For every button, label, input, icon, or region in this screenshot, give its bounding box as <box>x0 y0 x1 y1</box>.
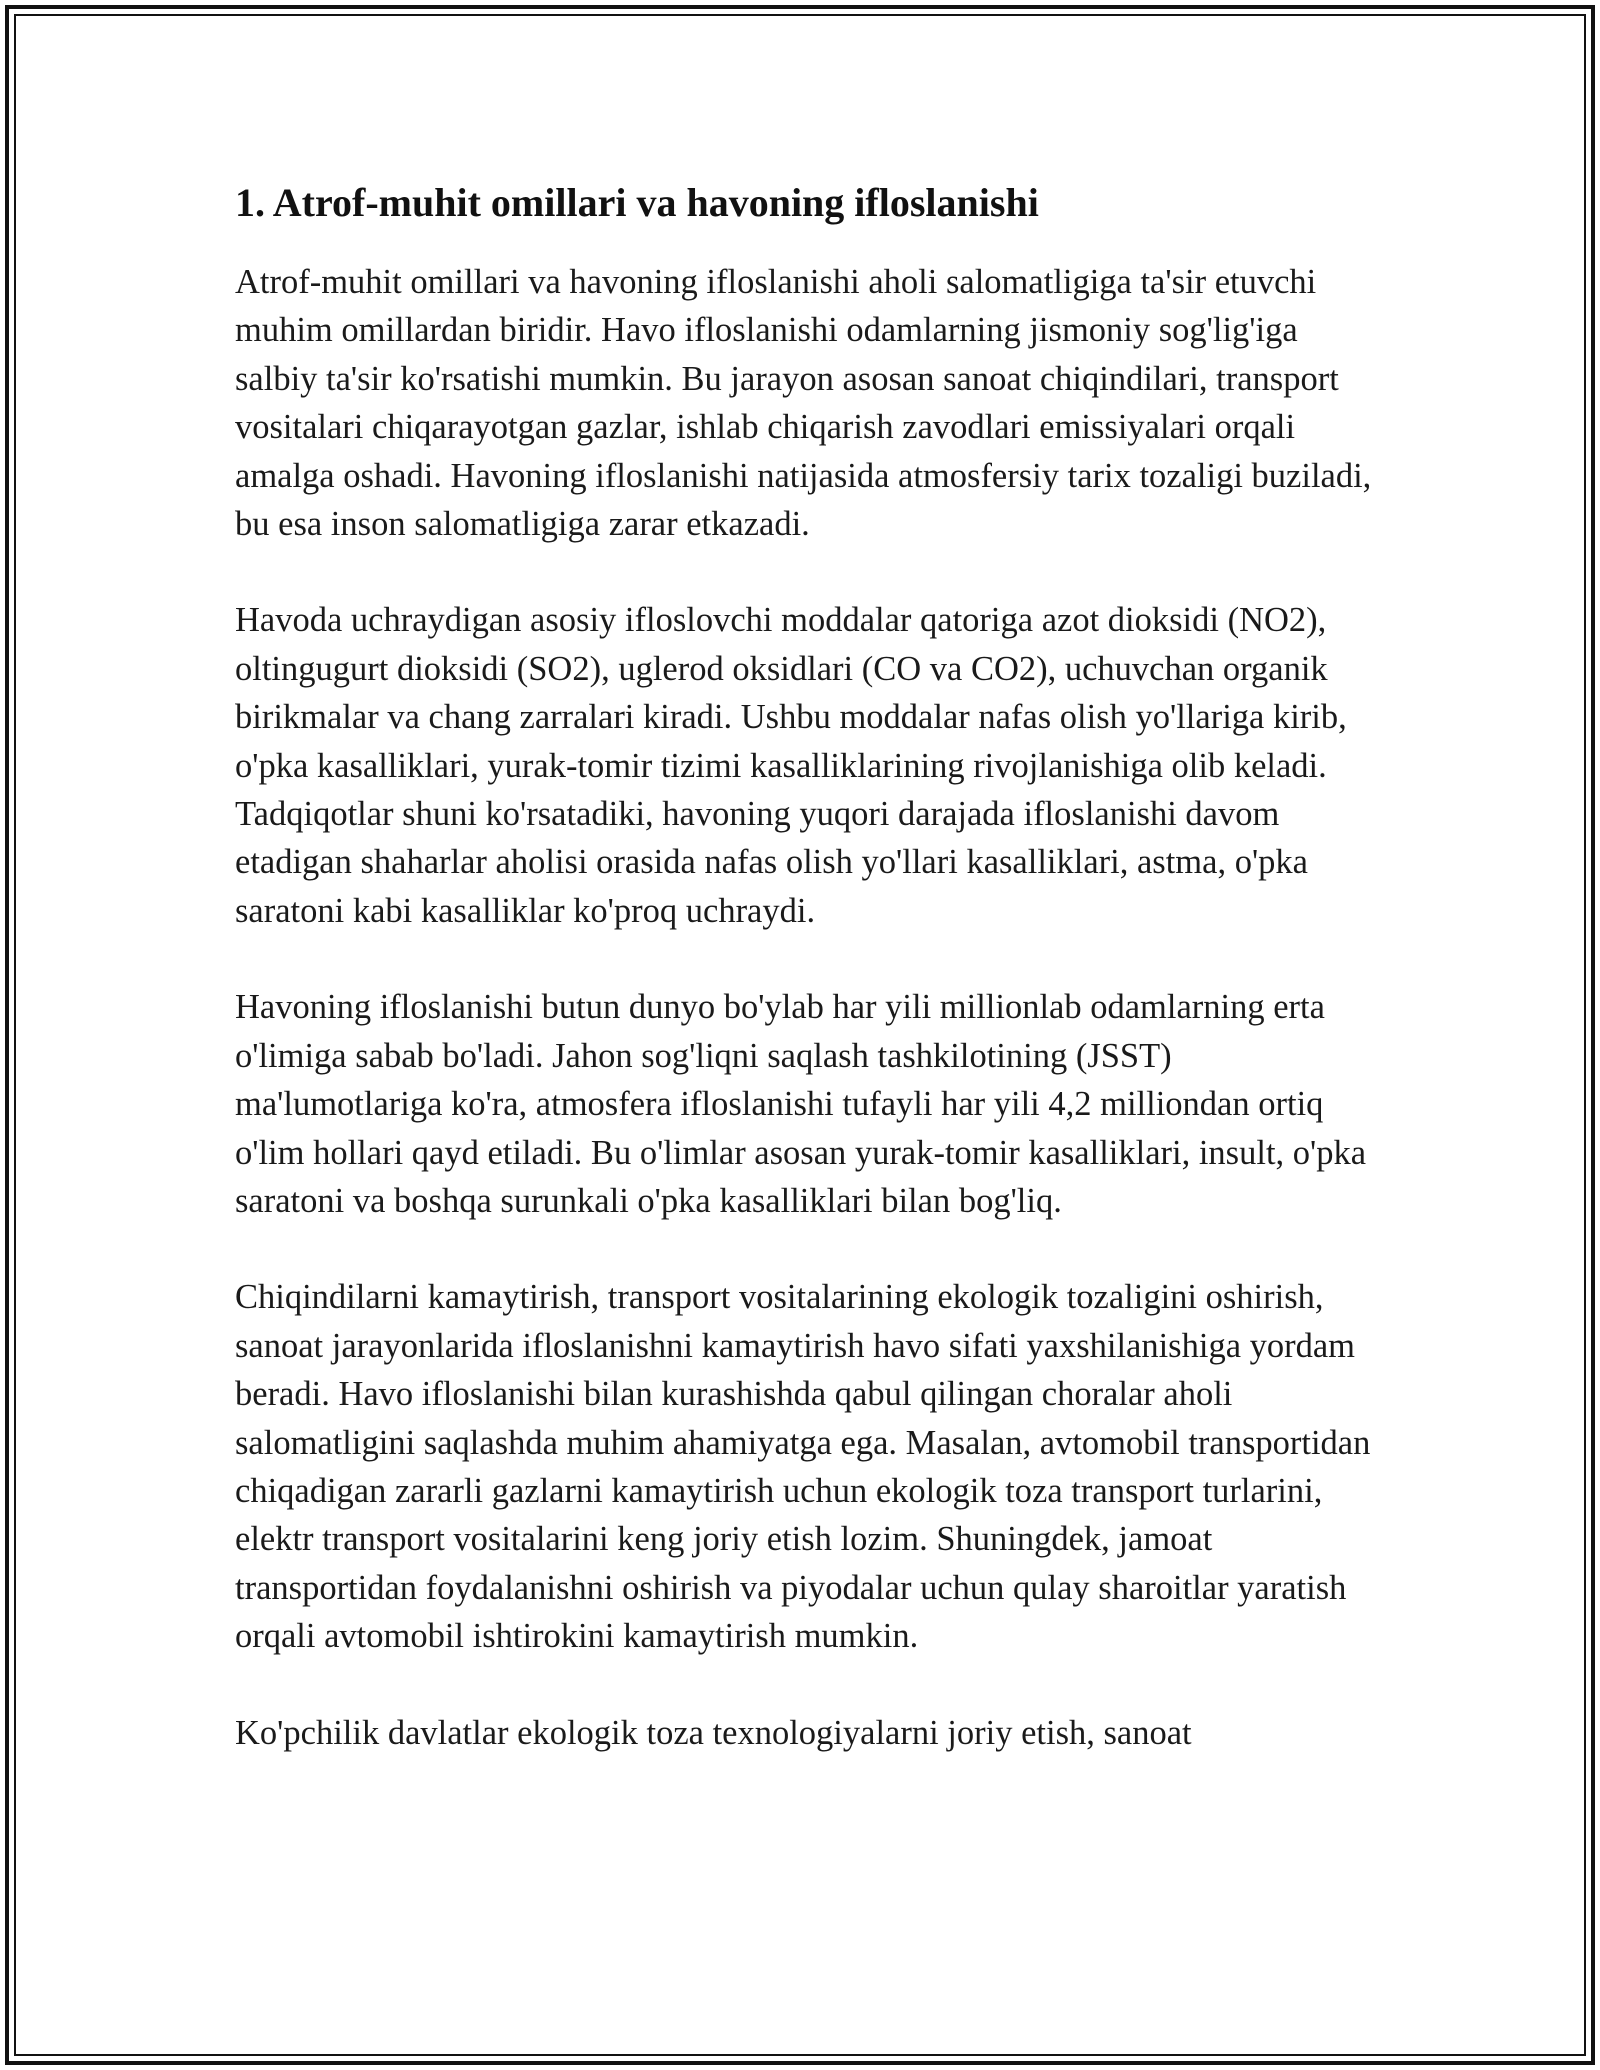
paragraph: Ko'pchilik davlatlar ekologik toza texnologiyalarni joriy etish, sanoat <box>235 1713 1192 1752</box>
paragraph: Havoning ifloslanishi butun dunyo bo'ylab har yili millionlab odamlarning erta o'limiga sabab bo'ladi. Jahon sog'liqni saqlash tashkilotining (JSST) ma'lumotlariga ko'ra, atmosfera ifloslanishi tufayli har yili 4,2 milliondan ortiq o'lim hollari qayd etiladi. Bu o'limlar asosan yurak-tomir kasalliklari, insult, o'pka saratoni va boshqa surunkali o'pka kasalliklari bilan bog'liq. <box>235 988 1367 1220</box>
paragraph: Havoda uchraydigan asosiy ifloslovchi moddalar qatoriga azot dioksidi (NO2), oltingugurt dioksidi (SO2), uglerod oksidlari (CO va CO2), uchuvchan organik birikmalar va chang zarralari kiradi. Ushbu moddalar nafas olish yo'llariga kirib, o'pka kasalliklari, yurak-tomir tizimi kasalliklarining rivojlanishiga olib keladi. Tadqiqotlar shuni ko'rsatadiki, havoning yuqori darajada ifloslanishi davom etadigan shaharlar aholisi orasida nafas olish yo'llari kasalliklari, astma, o'pka saratoni kabi kasalliklar ko'proq uchraydi. <box>235 601 1347 930</box>
document-body <box>235 178 1375 1805</box>
paragraph: Chiqindilarni kamaytirish, transport vositalarining ekologik tozaligini oshirish, sanoat jarayonlarida ifloslanishni kamaytirish havo sifati yaxshilanishiga yordam beradi. Havo ifloslanishi bilan kurashishda qabul qilingan choralar aholi salomatligini saqlashda muhim ahamiyatga ega. Masalan, avtomobil transportidan chiqadigan zararli gazlarni kamaytirish uchun ekologik toza transport turlarini, elektr transport vositalarini keng joriy etish lozim. Shuningdek, jamoat transportidan foydalanishni oshirish va piyodalar uchun qulay sharoitlar yaratish orqali avtomobil ishtirokini kamaytirish mumkin. <box>235 1278 1371 1656</box>
section-heading: 1. Atrof-muhit omillari va havoning ifloslanishi <box>235 180 1039 225</box>
paragraph: Atrof-muhit omillari va havoning ifloslanishi aholi salomatligiga ta'sir etuvchi muhim omillardan biridir. Havo ifloslanishi odamlarning jismoniy sog'lig'iga salbiy ta'sir ko'rsatishi mumkin. Bu jarayon asosan sanoat chiqindilari, transport vositalari chiqarayotgan gazlar, ishlab chiqarish zavodlari emissiyalari orqali amalga oshadi. Havoning ifloslanishi natijasida atmosfersiy tarix tozaligi buziladi, bu esa inson salomatligiga zarar etkazadi. <box>235 263 1372 544</box>
